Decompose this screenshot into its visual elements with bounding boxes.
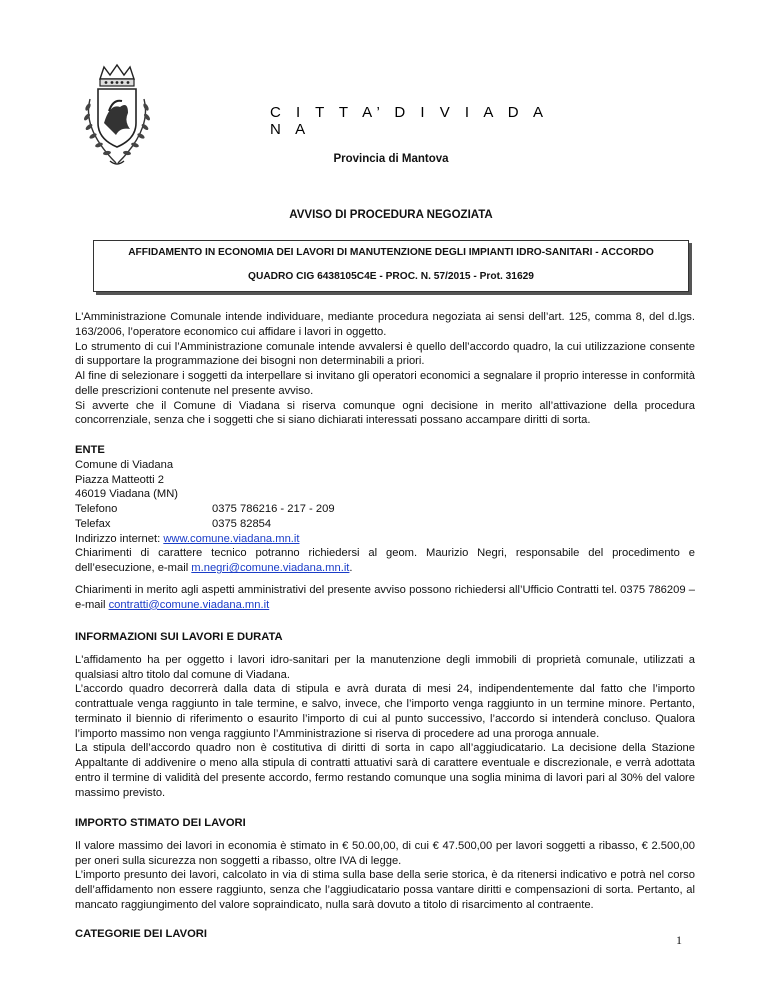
ente-name: Comune di Viadana: [75, 458, 174, 471]
works-paragraph: L'affidamento ha per oggetto i lavori idro-sanitari per la manutenzione degli immobili di proprietà comunale, utilizzati a qualsiasi altro titolo dal comune di Viadana.: [75, 653, 695, 681]
phone-label: Telefono: [75, 503, 118, 516]
amount-paragraph: L’importo presunto dei lavori, calcolato in via di stima sulla base della serie storica, è da ritenersi indicativo e potrà nel corso dell’affidamento non essere raggiunto, senza che l’aggiudicatario possa vantare diritti e compensazioni di sorta. Pertanto, al mancato raggiungimento del valore sopraindicato, nulla sarà dovuto a titolo di risarcimento al contraente.: [75, 869, 695, 911]
amount-heading: IMPORTO STIMATO DEI LAVORI: [75, 817, 246, 829]
works-heading: INFORMAZIONI SUI LAVORI E DURATA: [75, 631, 283, 643]
works-section: [75, 630, 695, 800]
subject-line-2: QUADRO CIG 6438105C4E - PROC. N. 57/2015 - Prot. 31629: [248, 271, 534, 282]
admin-contact: [75, 583, 695, 613]
amount-paragraph: Il valore massimo dei lavori in economia è stimato in € 50.00,00, di cui € 47.500,00 per lavori soggetti a ribasso, € 2.500,00 per oneri sulla sicurezza non soggetti a ribasso, oltre IVA di legge.: [75, 839, 695, 867]
ente-heading: ENTE: [75, 444, 105, 456]
tech-email-link[interactable]: m.negri@comune.viadana.mn.it: [191, 562, 350, 575]
admin-contact-text: Chiarimenti in merito agli aspetti amministrativi del presente avviso possono richiedersi all’Ufficio Contratti tel. 0375 786209 – e-mail: [75, 583, 695, 611]
intro-paragraph: Si avverte che il Comune di Viadana si riserva comunque ogni decisione in merito all’attivazione della procedura concorrenziale, senza che i soggetti che si siano dichiarati interessati possano accampare diritti di sorta.: [75, 399, 695, 427]
tech-contact-end: .: [349, 562, 353, 575]
intro-section: [75, 310, 695, 428]
notice-title: AVVISO DI PROCEDURA NEGOZIATA: [289, 209, 493, 221]
categories-section: [75, 927, 695, 942]
works-paragraph: L’accordo quadro decorrerà dalla data di stipula e avrà durata di mesi 24, indipendentemente dal fatto che l’importo contrattuale venga raggiunto in tale termine, e salvo, invece, che l’importo venga raggiunto in un termine minore. Pertanto, terminato il biennio di riferimento o esaurito l’importo di cui al punto successivo, l’accordo si intenderà concluso. Qualora l’importo massimo non venga raggiunto l’Amministrazione si riserva di procedere ad una proroga annuale.: [75, 683, 695, 740]
ente-fax: [75, 517, 695, 532]
subject-line-1: AFFIDAMENTO IN ECONOMIA DEI LAVORI DI MANUTENZIONE DEGLI IMPIANTI IDRO-SANITARI - ACCORDO: [128, 247, 654, 258]
tech-contact-text: Chiarimenti di carattere tecnico potranno richiedersi al geom. Maurizio Negri, responsabile del procedimento e dell’esecuzione, e-mail: [75, 547, 695, 575]
fax-value: 0375 82854: [212, 517, 272, 530]
subject-box: [93, 240, 689, 292]
web-label: Indirizzo internet:: [75, 532, 164, 545]
ente-web: [75, 532, 695, 547]
categories-heading: CATEGORIE DEI LAVORI: [75, 928, 207, 940]
web-link[interactable]: www.comune.viadana.mn.it: [163, 532, 300, 545]
ente-address: Piazza Matteotti 2: [75, 473, 164, 486]
ente-phone: [75, 502, 695, 517]
ente-section: [75, 443, 695, 612]
works-paragraph: La stipula dell’accordo quadro non è costitutiva di diritti di sorta in capo all’aggiudicatario. La decisione della Stazione Appaltante di addivenire o meno alla stipula di contratti attuativi sarà di carattere eventuale e discrezionale, e verrà adottata entro il termine di validità del presente accordo, fermo restando comunque una soglia minima di lavori pari al 30% del valore massimo previsto.: [75, 742, 695, 799]
tech-contact: [75, 546, 695, 576]
phone-value: 0375 786216 - 217 - 209: [212, 503, 335, 516]
admin-email-link[interactable]: contratti@comune.viadana.mn.it: [108, 598, 270, 611]
province-label: Provincia di Mantova: [333, 153, 449, 165]
city-title: C I T T A’ D I V I A D A N A: [270, 104, 548, 138]
fax-label: Telefax: [75, 517, 111, 530]
page-number: 1: [676, 933, 682, 947]
intro-paragraph: L'Amministrazione Comunale intende individuare, mediante procedura negoziata ai sensi dell’art. 125, comma 8, del d.lgs. 163/2006, l’operatore economico cui affidare i lavori in oggetto.: [75, 311, 695, 338]
intro-paragraph: Lo strumento di cui l’Amministrazione comunale intende avvalersi è quello dell’accordo quadro, la cui utilizzazione consente di supportare la programmazione dei bisogni non determinabili a priori.: [75, 340, 695, 368]
ente-city: 46019 Viadana (MN): [75, 488, 179, 501]
intro-paragraph: Al fine di selezionare i soggetti da interpellare si invitano gli operatori economici a segnalare il proprio interesse in conformità delle prescrizioni contenute nel presente avviso.: [75, 370, 695, 397]
amount-section: [75, 816, 695, 913]
